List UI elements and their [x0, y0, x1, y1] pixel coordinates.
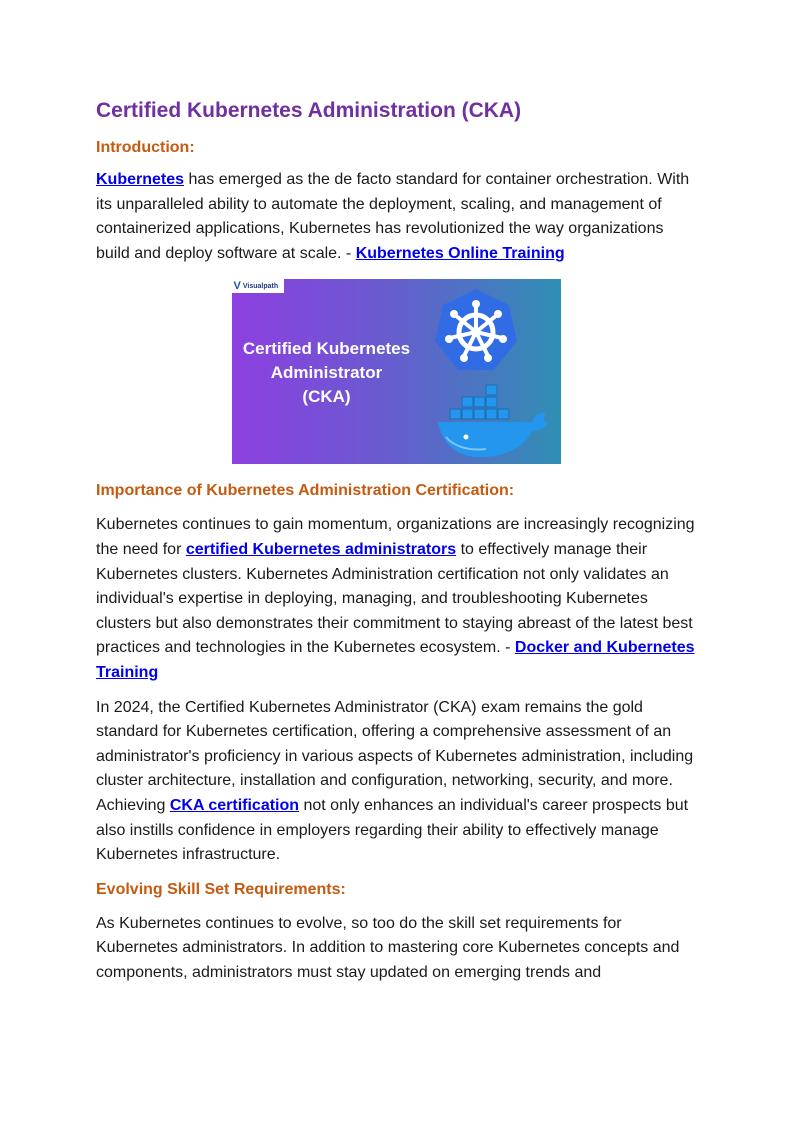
visualpath-logo-text: Visualpath	[242, 282, 279, 290]
cka-2024-text-b: not only enhances an individual's career prospects but also instills confidence in employers regarding their ability to effectively manage Kubernetes infrastructure.	[96, 796, 689, 864]
intro-heading: Introduction:	[96, 139, 195, 156]
kubernetes-online-training-link[interactable]: Kubernetes Online Training	[355, 244, 565, 262]
importance-paragraph	[96, 513, 696, 685]
kubernetes-link[interactable]: Kubernetes	[96, 171, 185, 188]
intro-text: has emerged as the de facto standard for container orchestration. With its unparalleled ability to automate the deployment, scaling, and management of containerized applications, Kubernetes has revolutionized the way organizations build and deploy software at scale. -	[96, 171, 690, 262]
importance-heading: Importance of Kubernetes Administration Certification:	[96, 482, 515, 500]
certified-administrators-link[interactable]: certified Kubernetes administrators	[185, 540, 457, 558]
document-content	[96, 96, 696, 985]
docker-whale-icon	[436, 377, 556, 459]
visualpath-logo-icon: V	[233, 280, 241, 293]
banner-title-line-3: (CKA)	[302, 387, 351, 407]
banner-title	[232, 337, 422, 409]
importance-text-a: Kubernetes continues to gain momentum, organizations are increasingly recognizing the need for	[96, 516, 695, 558]
importance-text-b: to effectively manage their Kubernetes clusters. Kubernetes Administration certification not only validates an individual's expertise in deploying, managing, and troubleshooting Kubernetes clusters but also demonstrates their commitment to staying abreast of the latest best practices and technologies in the Kubernetes ecosystem. -	[96, 540, 693, 657]
evolving-heading: Evolving Skill Set Requirements:	[96, 880, 346, 898]
docker-kubernetes-training-link[interactable]: Docker and Kubernetes Training	[96, 639, 695, 681]
page-title: Certified Kubernetes Administration (CKA)	[96, 99, 522, 122]
cka-banner-image	[232, 279, 561, 464]
cka-2024-paragraph	[96, 696, 696, 868]
cka-certification-link[interactable]: CKA certification	[169, 796, 300, 814]
banner-figure	[96, 279, 696, 464]
evolving-paragraph: As Kubernetes continues to evolve, so too do the skill set requirements for Kubernetes administrators. In addition to mastering core Kubernetes concepts and components, administrators must stay updated on emerging trends and	[96, 914, 680, 981]
cka-2024-text-a: In 2024, the Certified Kubernetes Administrator (CKA) exam remains the gold standard for Kubernetes certification, offering a comprehensive assessment of an administrator's proficiency in various aspects of Kubernetes administration, including cluster architecture, installation and configuration, networking, security, and more. Achieving	[96, 698, 694, 814]
banner-title-line-2: Administrator	[270, 363, 383, 383]
visualpath-logo	[232, 279, 284, 293]
kubernetes-helm-icon	[431, 286, 521, 376]
intro-paragraph	[96, 168, 696, 266]
banner-title-line-1: Certified Kubernetes	[242, 339, 411, 359]
